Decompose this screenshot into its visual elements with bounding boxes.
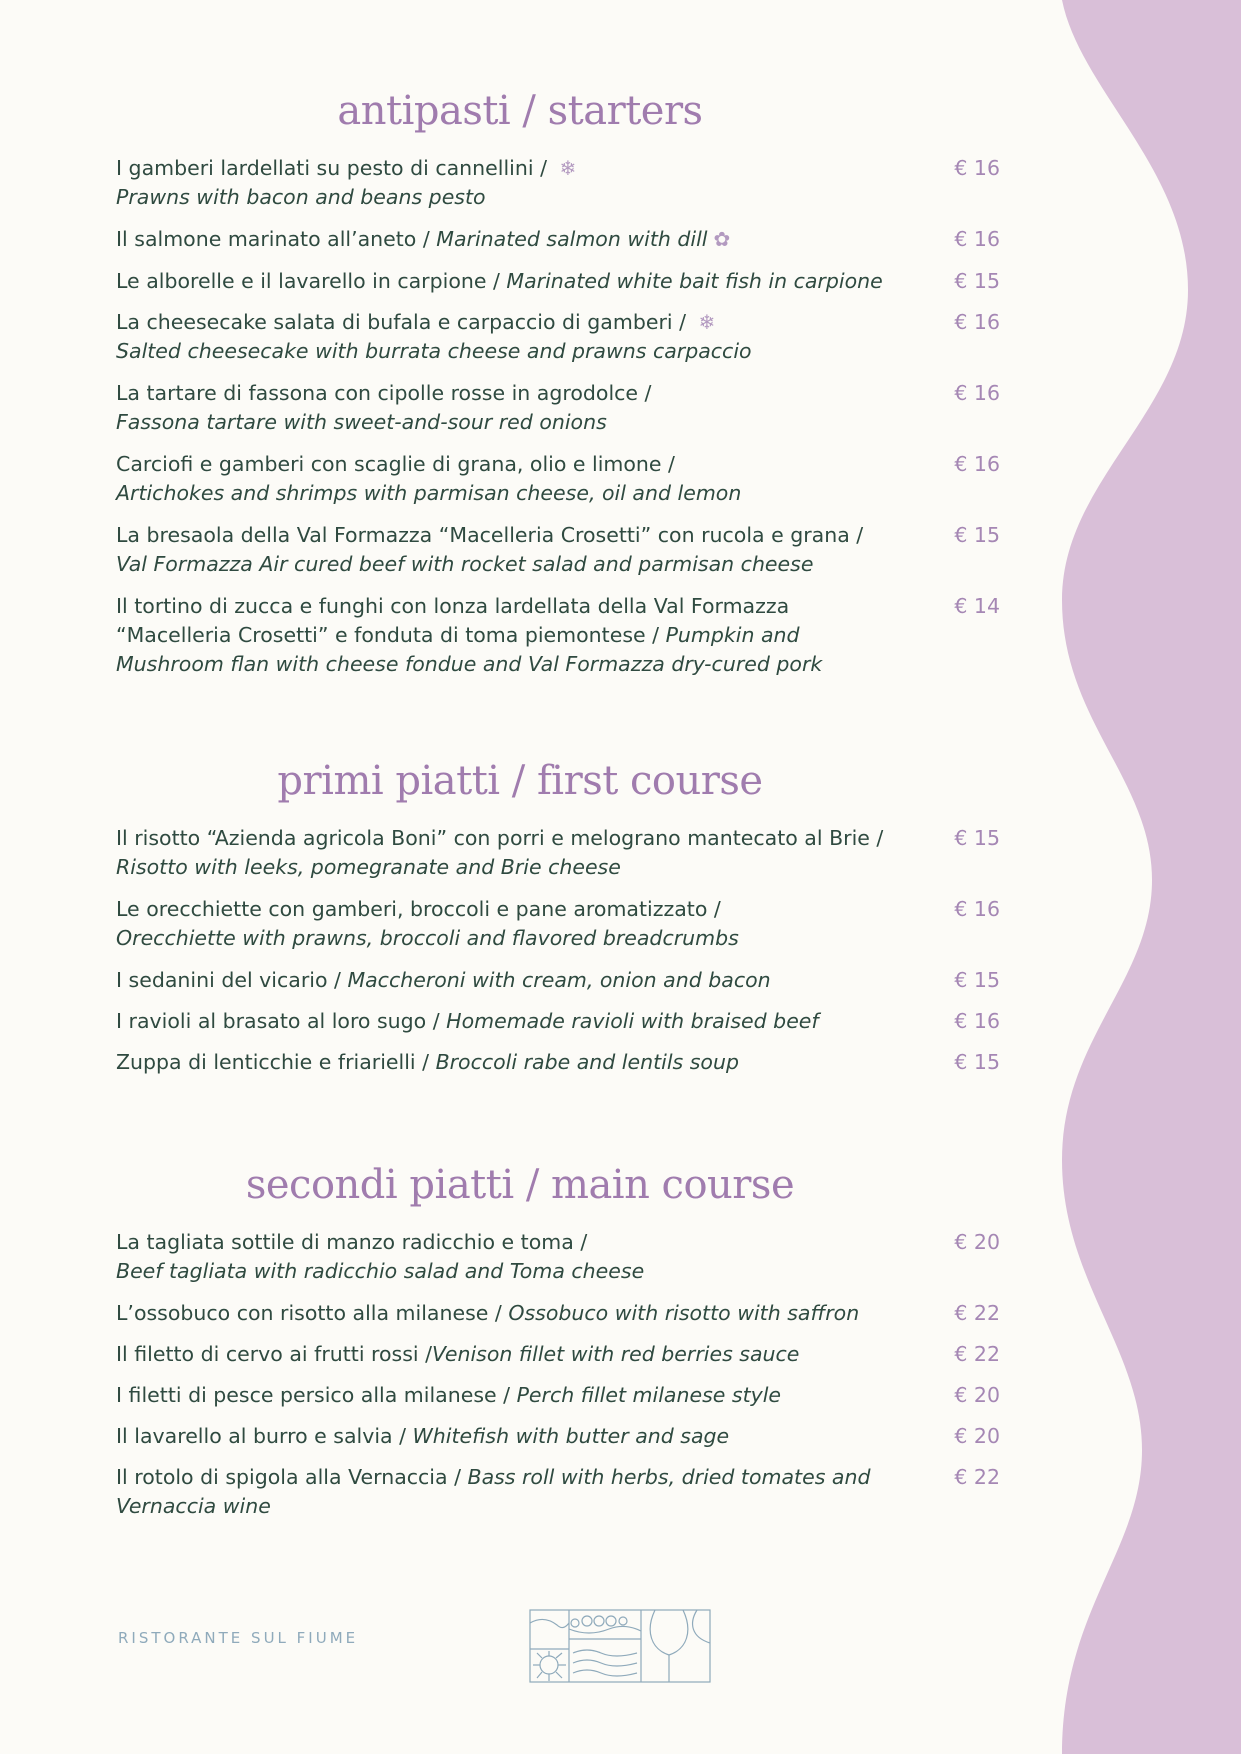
- menu-item: [116, 521, 1000, 579]
- section-title-main-course: secondi piatti / main course: [245, 1162, 795, 1208]
- menu-item-italian: Il filetto di cervo ai frutti rossi /: [116, 1342, 433, 1366]
- first-course-list: [116, 824, 1000, 1077]
- section-title-first-course: primi piatti / first course: [277, 758, 763, 804]
- menu-item-english: Bass roll with herbs, dried tomates and Vernaccia wine: [116, 1465, 871, 1518]
- menu-item: [116, 267, 1000, 296]
- restaurant-logo-icon: [529, 1609, 711, 1683]
- menu-item-english: Homemade ravioli with braised beef: [446, 1009, 819, 1033]
- section-title-starters: antipasti / starters: [337, 88, 703, 134]
- menu-item-english: Marinated white bait fish in carpione: [506, 269, 883, 293]
- menu-item-description: [116, 1007, 896, 1036]
- menu-item: [116, 966, 1000, 995]
- menu-item-description: [116, 308, 896, 366]
- menu-item-italian: La cheesecake salata di bufala e carpaccio di gamberi /: [116, 310, 693, 334]
- menu-item-italian: Il salmone marinato all’aneto /: [116, 227, 437, 251]
- menu-item-price: € 22: [954, 1342, 1000, 1366]
- menu-item-italian: La tartare di fassona con cipolle rosse in agrodolce /: [116, 381, 652, 405]
- menu-item-italian: I gamberi lardellati su pesto di cannellini /: [116, 156, 554, 180]
- menu-item: [116, 154, 1000, 212]
- menu-item-description: [116, 225, 896, 254]
- menu-item-italian: Il rotolo di spigola alla Vernaccia /: [116, 1465, 468, 1489]
- menu-item-description: [116, 267, 896, 296]
- menu-item: [116, 379, 1000, 437]
- menu-item: [116, 1048, 1000, 1077]
- menu-item: [116, 1228, 1000, 1286]
- menu-item-price: € 15: [954, 269, 1000, 293]
- menu-item-description: [116, 450, 896, 508]
- menu-item-price: € 20: [954, 1230, 1000, 1254]
- menu-item-english: Risotto with leeks, pomegranate and Brie cheese: [116, 855, 621, 879]
- menu-item-price: € 16: [954, 227, 1000, 251]
- menu-item-description: [116, 1228, 896, 1286]
- menu-item-description: [116, 521, 896, 579]
- menu-item-english: Orecchiette with prawns, broccoli and flavored breadcrumbs: [116, 926, 739, 950]
- menu-item: [116, 450, 1000, 508]
- menu-item-description: [116, 1422, 896, 1451]
- menu-item-price: € 22: [954, 1465, 1000, 1489]
- menu-item-italian: La bresaola della Val Formazza “Macelleria Crosetti” con rucola e grana /: [116, 523, 864, 547]
- menu-item-italian: Il risotto “Azienda agricola Boni” con porri e melograno mantecato al Brie /: [116, 826, 884, 850]
- menu-item-italian: Carciofi e gamberi con scaglie di grana, olio e limone /: [116, 452, 675, 476]
- menu-item: [116, 1299, 1000, 1328]
- menu-item-italian: Zuppa di lenticchie e friarielli /: [116, 1050, 436, 1074]
- menu-item-italian: L’ossobuco con risotto alla milanese /: [116, 1301, 509, 1325]
- menu-item-english: Artichokes and shrimps with parmisan cheese, oil and lemon: [116, 481, 742, 505]
- menu-item-price: € 15: [954, 523, 1000, 547]
- main-course-list: [116, 1228, 1000, 1521]
- menu-item-price: € 16: [954, 897, 1000, 921]
- menu-item-english: Whitefish with butter and sage: [412, 1424, 730, 1448]
- menu-item-english: Prawns with bacon and beans pesto: [116, 185, 486, 209]
- menu-item-description: [116, 895, 896, 953]
- menu-item-description: [116, 966, 896, 995]
- menu-item-price: € 20: [954, 1424, 1000, 1448]
- menu-item-italian: I ravioli al brasato al loro sugo /: [116, 1009, 447, 1033]
- menu-item-english: Salted cheesecake with burrata cheese and prawns carpaccio: [116, 339, 752, 363]
- menu-item-price: € 16: [954, 1009, 1000, 1033]
- menu-item-english: Marinated salmon with dill: [436, 227, 708, 251]
- snowflake-icon: ❄: [698, 310, 716, 334]
- menu-item-english: Pumpkin and Mushroom flan with cheese fondue and Val Formazza dry-cured pork: [116, 623, 823, 676]
- menu-item: [116, 1340, 1000, 1369]
- menu-item-price: € 16: [954, 381, 1000, 405]
- menu-item-italian: I sedanini del vicario /: [116, 968, 348, 992]
- menu-item-description: [116, 1463, 896, 1521]
- flower-icon: ✿: [713, 227, 731, 251]
- menu-item-italian: Le orecchiette con gamberi, broccoli e pane aromatizzato /: [116, 897, 721, 921]
- menu-item-english: Beef tagliata with radicchio salad and Toma cheese: [116, 1259, 645, 1283]
- menu-item-description: [116, 1381, 896, 1410]
- menu-item-english: Broccoli rabe and lentils soup: [435, 1050, 739, 1074]
- menu-item-description: [116, 154, 896, 212]
- menu-item: [116, 225, 1000, 254]
- menu-item: [116, 824, 1000, 882]
- menu-item-price: € 16: [954, 156, 1000, 180]
- menu-item-english: Val Formazza Air cured beef with rocket salad and parmisan cheese: [116, 552, 814, 576]
- menu-item: [116, 895, 1000, 953]
- menu-item-price: € 16: [954, 310, 1000, 334]
- starters-list: [116, 154, 1000, 679]
- menu-item-italian: Le alborelle e il lavarello in carpione /: [116, 269, 507, 293]
- menu-item-description: [116, 592, 896, 679]
- menu-item-price: € 22: [954, 1301, 1000, 1325]
- menu-item-english: Fassona tartare with sweet-and-sour red onions: [116, 410, 607, 434]
- menu-item: [116, 1381, 1000, 1410]
- restaurant-name: RISTORANTE SUL FIUME: [118, 1629, 359, 1647]
- menu-item-english: Ossobuco with risotto with saffron: [508, 1301, 860, 1325]
- menu-item-description: [116, 1299, 896, 1328]
- menu-item-italian: I filetti di pesce persico alla milanese /: [116, 1383, 517, 1407]
- menu-item-italian: Il tortino di zucca e funghi con lonza lardellata della Val Formazza “Macelleria Crosetti” e fonduta di toma piemontese /: [116, 594, 790, 647]
- menu-item-description: [116, 1340, 896, 1369]
- menu-item-english: Venison fillet with red berries sauce: [432, 1342, 800, 1366]
- menu-item-price: € 15: [954, 826, 1000, 850]
- menu-item: [116, 308, 1000, 366]
- menu-item: [116, 1007, 1000, 1036]
- snowflake-icon: ❄: [559, 156, 577, 180]
- menu-item: [116, 1422, 1000, 1451]
- menu-item: [116, 592, 1000, 679]
- menu-item-price: € 16: [954, 452, 1000, 476]
- menu-item-description: [116, 1048, 896, 1077]
- menu-item-price: € 20: [954, 1383, 1000, 1407]
- menu-item-description: [116, 379, 896, 437]
- menu-item-english: Maccheroni with cream, onion and bacon: [347, 968, 771, 992]
- menu-item-description: [116, 824, 896, 882]
- menu-item-price: € 14: [954, 594, 1000, 618]
- menu-item-english: Perch fillet milanese style: [516, 1383, 782, 1407]
- menu-item: [116, 1463, 1000, 1521]
- menu-item-italian: Il lavarello al burro e salvia /: [116, 1424, 413, 1448]
- menu-item-price: € 15: [954, 1050, 1000, 1074]
- menu-item-price: € 15: [954, 968, 1000, 992]
- menu-item-italian: La tagliata sottile di manzo radicchio e toma /: [116, 1230, 588, 1254]
